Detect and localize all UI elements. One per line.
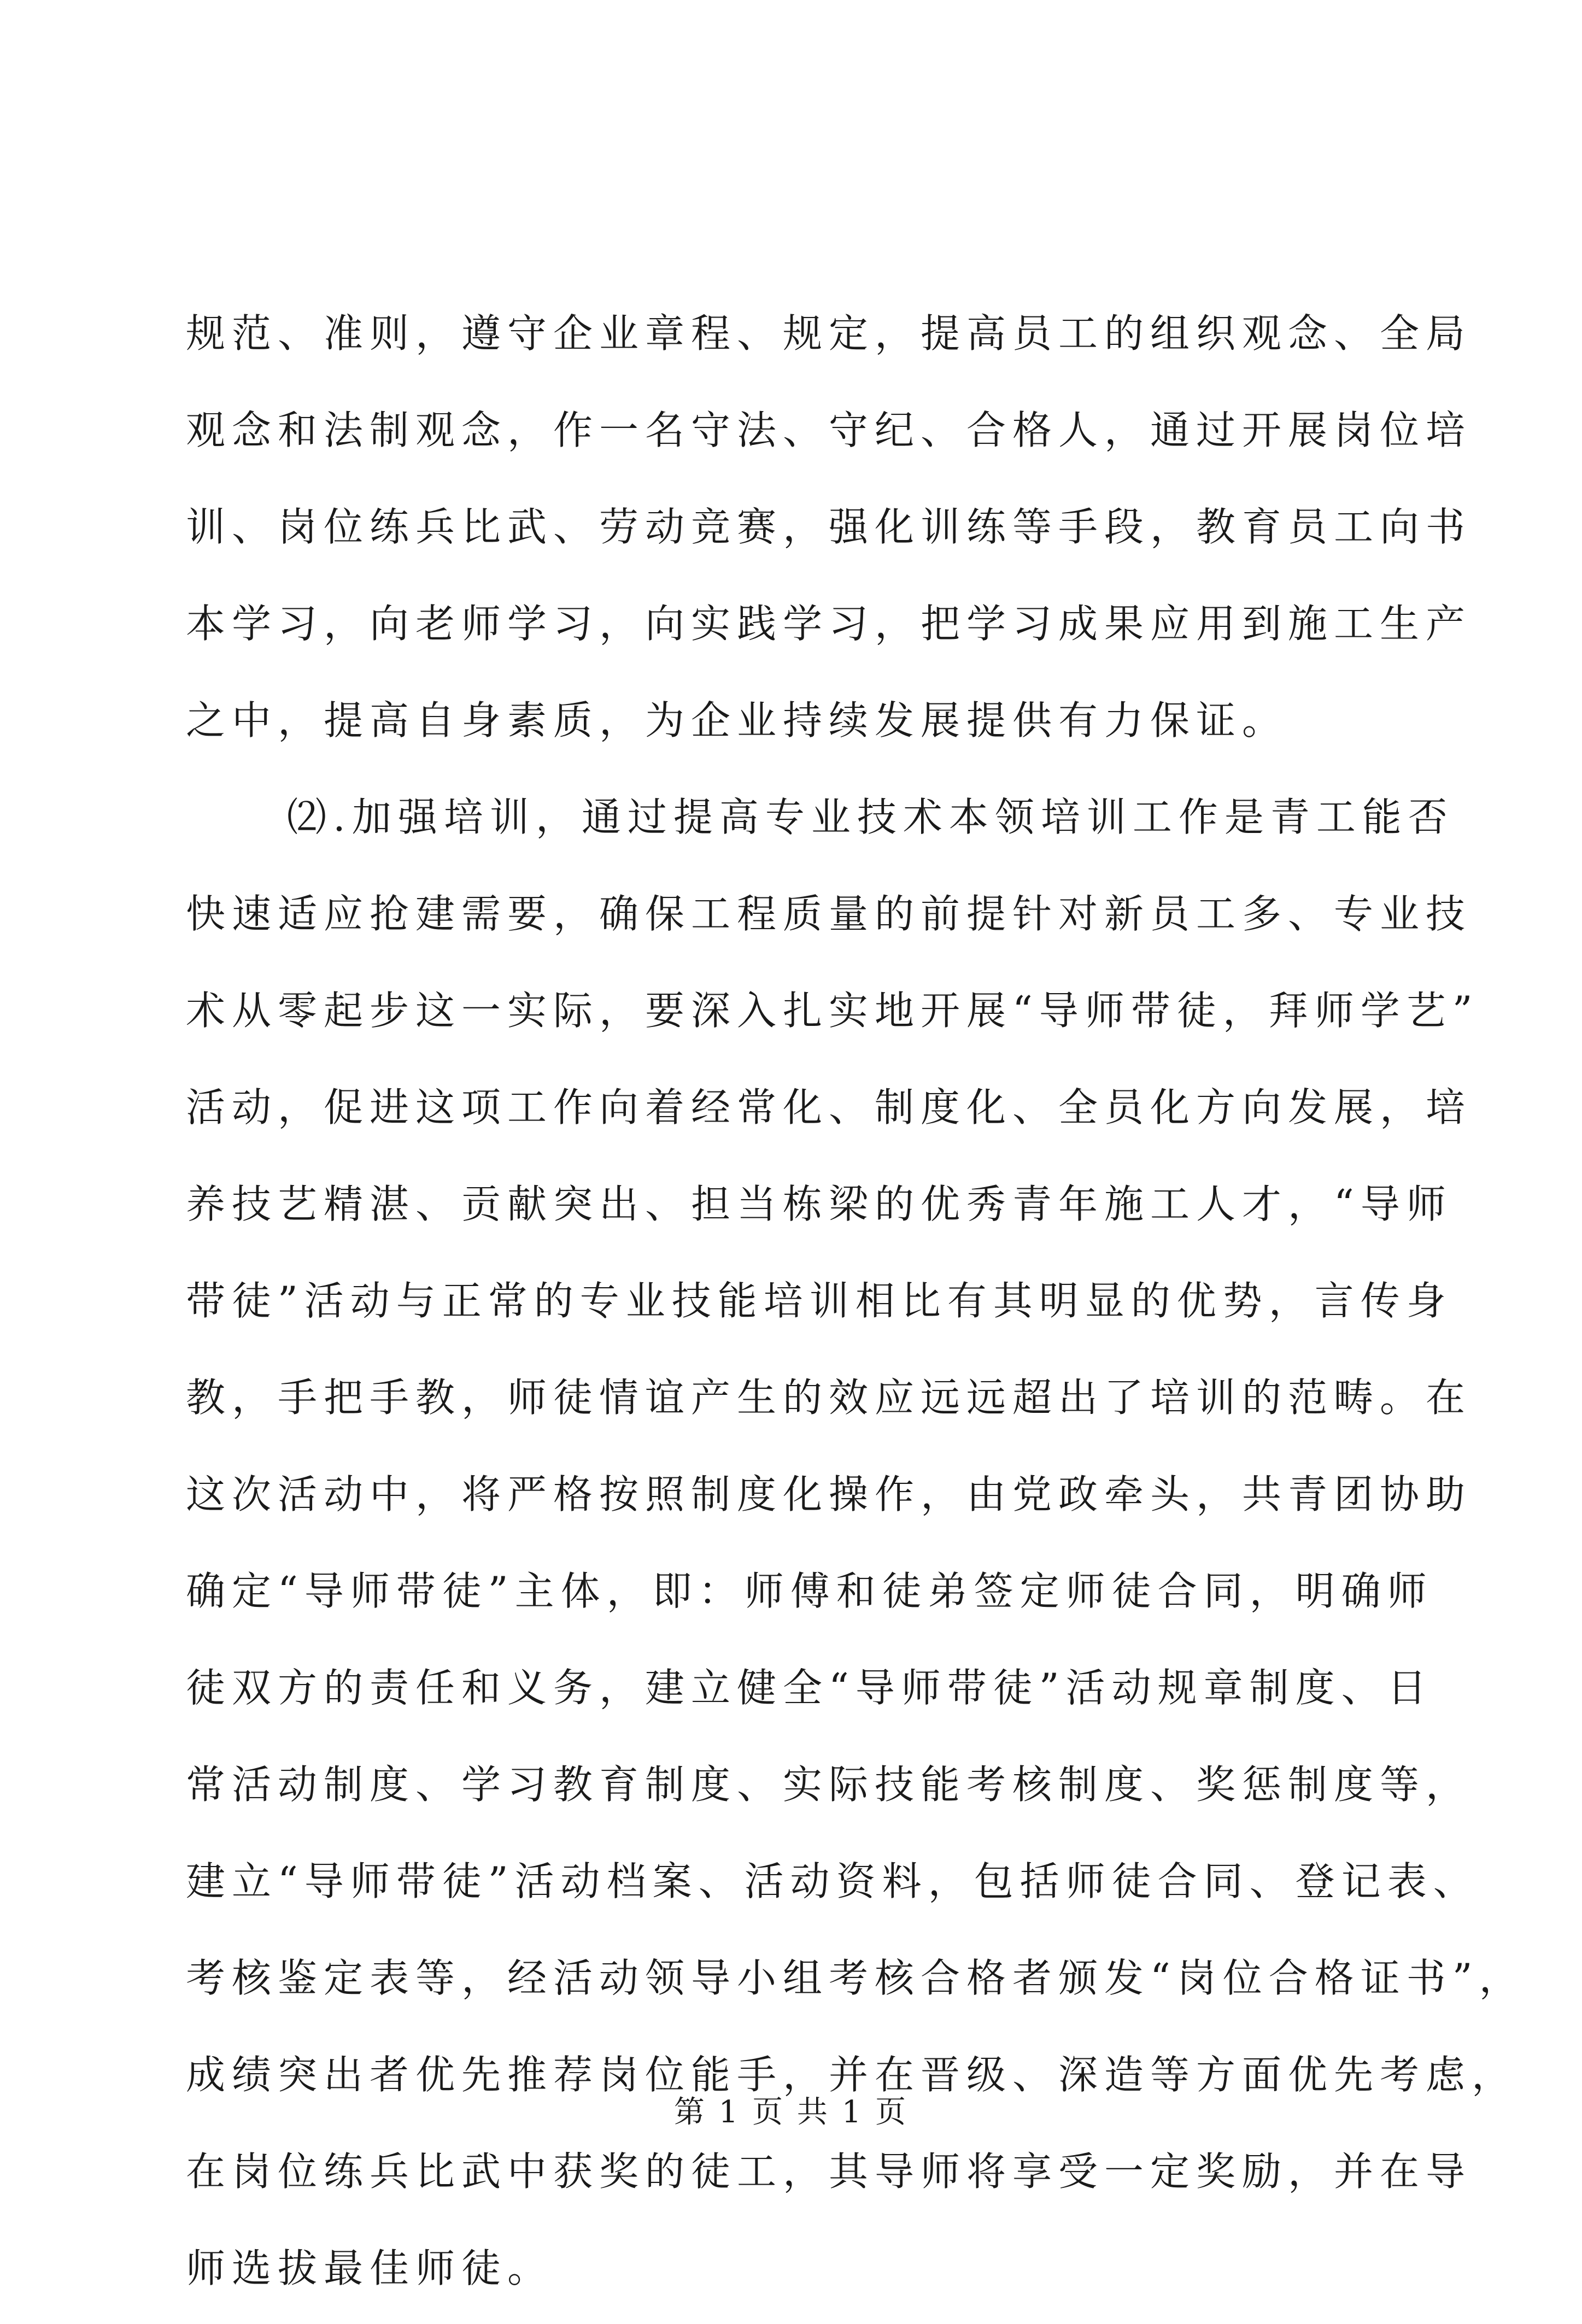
text-line: 之中，提高自身素质，为企业持续发展提供有力保证。 — [186, 697, 1288, 743]
text-line: 本学习，向老师学习，向实践学习，把学习成果应用到施工生产 — [186, 601, 1472, 647]
text-line: 考核鉴定表等，经活动领导小组考核合格者颁发“岗位合格证书”， — [186, 1955, 1525, 2001]
text-line: 成绩突出者优先推荐岗位能手，并在晋级、深造等方面优先考虑， — [186, 2052, 1518, 2098]
text-line: 术从零起步这一实际，要深入扎实地开展“导师带徒，拜师学艺” — [186, 988, 1479, 1034]
text-line: 常活动制度、学习教育制度、实际技能考核制度、奖惩制度等， — [186, 1762, 1472, 1807]
text-line: 养技艺精湛、贡献突出、担当栋梁的优秀青年施工人才，“导师 — [186, 1181, 1452, 1227]
text-line: 训、岗位练兵比武、劳动竞赛，强化训练等手段，教育员工向书 — [186, 504, 1472, 550]
paragraph-start-line: ⑵.加强培训，通过提高专业技术本领培训工作是青工能否 — [287, 794, 1454, 840]
text-line: 这次活动中，将严格按照制度化操作，由党政牵头，共青团协助 — [186, 1471, 1472, 1517]
text-line: 确定“导师带徒”主体，即：师傅和徒弟签定师徒合同，明确师 — [186, 1568, 1433, 1614]
page-number-footer: 第 1 页 共 1 页 — [673, 2094, 909, 2130]
text-line: 带徒”活动与正常的专业技能培训相比有其明显的优势，言传身 — [186, 1278, 1452, 1324]
text-line: 师选拔最佳师徒。 — [186, 2245, 554, 2291]
text-line: 活动，促进这项工作向着经常化、制度化、全员化方向发展，培 — [186, 1084, 1472, 1130]
text-line: 快速适应抢建需要，确保工程质量的前提针对新员工多、专业技 — [186, 891, 1472, 937]
text-line: 规范、准则，遵守企业章程、规定，提高员工的组织观念、全局 — [186, 310, 1472, 356]
text-line: 徒双方的责任和义务，建立健全“导师带徒”活动规章制度、日 — [186, 1665, 1433, 1711]
document-body — [186, 292, 1525, 2324]
text-line: 建立“导师带徒”活动档案、活动资料，包括师徒合同、登记表、 — [186, 1858, 1479, 1904]
text-line: 在岗位练兵比武中获奖的徒工，其导师将享受一定奖励，并在导 — [186, 2149, 1472, 2194]
text-line: 观念和法制观念，作一名守法、守纪、合格人，通过开展岗位培 — [186, 407, 1472, 453]
text-line: 教，手把手教，师徒情谊产生的效应远远超出了培训的范畴。在 — [186, 1375, 1472, 1421]
